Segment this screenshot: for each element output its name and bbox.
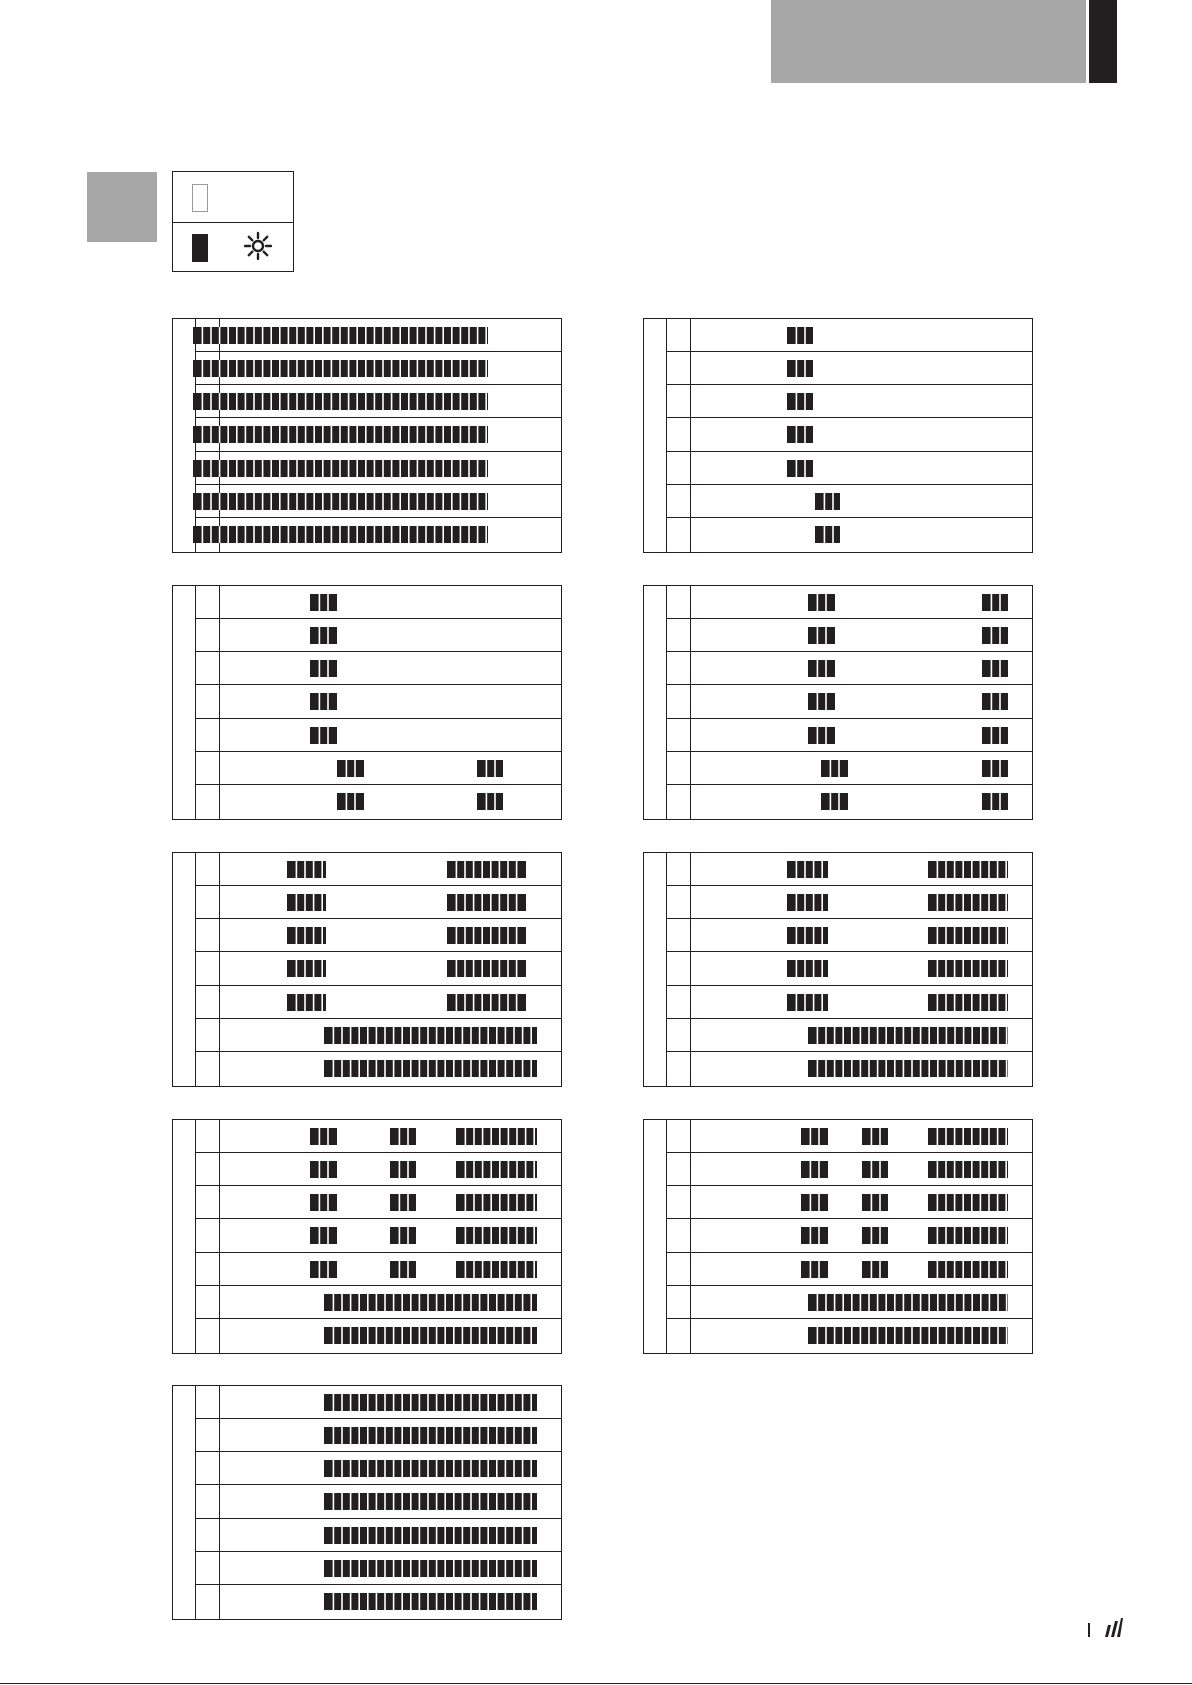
comfort-period-bar: [193, 327, 488, 344]
page-separator: [1088, 1623, 1090, 1637]
day-row: [196, 1452, 561, 1485]
comfort-period-bar: [808, 594, 835, 611]
comfort-period-bar: [324, 1460, 537, 1477]
moon-icon: [243, 180, 273, 212]
day-row: [667, 919, 1032, 952]
comfort-period-bar: [390, 1128, 416, 1145]
comfort-period-bar: [787, 927, 828, 944]
comfort-period-bar: [324, 1427, 537, 1444]
day-row: [196, 1585, 561, 1618]
day-row: [196, 919, 561, 952]
weekly-program-5: [172, 852, 562, 1087]
empty-swatch: [192, 184, 208, 212]
comfort-period-bar: [324, 1060, 537, 1077]
comfort-period-bar: [456, 1128, 537, 1145]
comfort-period-bar: [862, 1194, 888, 1211]
weekly-program-3: [172, 585, 562, 820]
program-label-column: [644, 853, 667, 1086]
comfort-period-bar: [808, 1027, 1008, 1044]
day-row: [667, 986, 1032, 1019]
comfort-period-bar: [310, 627, 337, 644]
day-row: [667, 1186, 1032, 1219]
day-row: [667, 1052, 1032, 1085]
program-label-column: [644, 319, 667, 552]
comfort-period-bar: [928, 1227, 1008, 1244]
comfort-period-bar: [862, 1227, 888, 1244]
comfort-period-bar: [447, 960, 526, 977]
program-label-column: [644, 586, 667, 819]
day-row: [196, 518, 561, 551]
day-row: [667, 752, 1032, 785]
weekly-program-9: [172, 1385, 562, 1620]
comfort-period-bar: [193, 393, 488, 410]
day-row: [196, 1286, 561, 1319]
comfort-period-bar: [310, 1194, 337, 1211]
comfort-period-bar: [821, 793, 848, 810]
comfort-period-bar: [928, 1128, 1008, 1145]
sun-icon: [243, 230, 273, 262]
comfort-period-bar: [287, 894, 326, 911]
comfort-period-bar: [324, 1294, 537, 1311]
comfort-period-bar: [928, 861, 1008, 878]
day-row: [196, 685, 561, 718]
comfort-period-bar: [928, 960, 1008, 977]
comfort-period-bar: [390, 1161, 416, 1178]
brand-logo-icon: [1103, 1617, 1123, 1639]
comfort-period-bar: [982, 660, 1008, 677]
comfort-period-bar: [324, 1527, 537, 1544]
comfort-period-bar: [324, 1493, 537, 1510]
weekly-program-2: [643, 318, 1033, 553]
day-row: [196, 1253, 561, 1286]
day-row: [667, 1019, 1032, 1052]
comfort-period-bar: [808, 660, 835, 677]
comfort-period-bar: [928, 1261, 1008, 1278]
comfort-period-bar: [310, 693, 337, 710]
comfort-period-bar: [808, 727, 835, 744]
comfort-period-bar: [456, 1194, 537, 1211]
comfort-period-bar: [815, 493, 840, 510]
comfort-period-bar: [787, 393, 813, 410]
day-row: [196, 1120, 561, 1153]
comfort-period-bar: [982, 760, 1008, 777]
day-row: [196, 418, 561, 451]
day-row: [667, 719, 1032, 752]
day-row: [196, 1153, 561, 1186]
legend-box: [172, 171, 294, 272]
comfort-period-bar: [390, 1194, 416, 1211]
day-row: [667, 518, 1032, 551]
day-row: [196, 1219, 561, 1252]
day-row: [196, 719, 561, 752]
day-row: [667, 886, 1032, 919]
comfort-period-bar: [337, 760, 364, 777]
day-row: [667, 1286, 1032, 1319]
day-row: [196, 785, 561, 818]
day-row: [196, 752, 561, 785]
day-row: [196, 586, 561, 619]
comfort-period-bar: [310, 1128, 337, 1145]
comfort-period-bar: [808, 1327, 1008, 1344]
comfort-period-bar: [821, 760, 848, 777]
comfort-period-bar: [310, 660, 337, 677]
comfort-period-bar: [324, 1027, 537, 1044]
comfort-period-bar: [287, 861, 326, 878]
day-row: [196, 1019, 561, 1052]
day-row: [667, 952, 1032, 985]
comfort-period-bar: [337, 793, 364, 810]
program-label-column: [173, 1386, 196, 1619]
day-row: [196, 1485, 561, 1518]
comfort-period-bar: [477, 793, 503, 810]
filled-swatch: [192, 234, 208, 262]
comfort-period-bar: [310, 1227, 337, 1244]
comfort-period-bar: [862, 1261, 888, 1278]
comfort-period-bar: [787, 327, 813, 344]
day-row: [196, 452, 561, 485]
day-row: [667, 385, 1032, 418]
comfort-period-bar: [928, 1161, 1008, 1178]
comfort-period-bar: [193, 360, 488, 377]
comfort-period-bar: [193, 460, 488, 477]
weekly-program-6: [643, 852, 1033, 1087]
comfort-period-bar: [287, 960, 326, 977]
day-row: [196, 1519, 561, 1552]
program-label-column: [173, 586, 196, 819]
comfort-period-bar: [310, 594, 337, 611]
comfort-period-bar: [928, 894, 1008, 911]
weekly-program-7: [172, 1119, 562, 1354]
comfort-period-bar: [787, 861, 828, 878]
program-label-column: [173, 1120, 196, 1353]
comfort-period-bar: [324, 1327, 537, 1344]
comfort-period-bar: [310, 1261, 337, 1278]
comfort-period-bar: [801, 1194, 828, 1211]
comfort-period-bar: [982, 727, 1008, 744]
day-row: [667, 853, 1032, 886]
comfort-period-bar: [815, 526, 840, 543]
comfort-period-bar: [193, 493, 488, 510]
day-row: [196, 352, 561, 385]
legend-row-off: [173, 172, 293, 223]
day-row: [196, 652, 561, 685]
day-row: [667, 685, 1032, 718]
weekly-program-1: [172, 318, 562, 553]
day-row: [667, 785, 1032, 818]
day-row: [667, 586, 1032, 619]
day-row: [196, 1552, 561, 1585]
footer-rule: [0, 1683, 1192, 1684]
side-gray-tab: [87, 172, 157, 242]
day-row: [196, 952, 561, 985]
comfort-period-bar: [447, 861, 526, 878]
header-black-tab: [1089, 0, 1117, 83]
comfort-period-bar: [928, 1194, 1008, 1211]
day-row: [196, 1052, 561, 1085]
comfort-period-bar: [456, 1261, 537, 1278]
day-row: [667, 619, 1032, 652]
comfort-period-bar: [287, 927, 326, 944]
comfort-period-bar: [324, 1593, 537, 1610]
comfort-period-bar: [928, 927, 1008, 944]
comfort-period-bar: [862, 1128, 888, 1145]
comfort-period-bar: [787, 360, 813, 377]
day-row: [196, 485, 561, 518]
comfort-period-bar: [787, 994, 828, 1011]
comfort-period-bar: [310, 1161, 337, 1178]
day-row: [667, 319, 1032, 352]
comfort-period-bar: [324, 1560, 537, 1577]
comfort-period-bar: [787, 426, 813, 443]
comfort-period-bar: [477, 760, 503, 777]
comfort-period-bar: [801, 1128, 828, 1145]
comfort-period-bar: [193, 526, 488, 543]
day-row: [196, 319, 561, 352]
comfort-period-bar: [982, 793, 1008, 810]
comfort-period-bar: [193, 426, 488, 443]
program-label-column: [173, 853, 196, 1086]
weekly-program-8: [643, 1119, 1033, 1354]
day-row: [196, 385, 561, 418]
comfort-period-bar: [808, 1060, 1008, 1077]
comfort-period-bar: [808, 1294, 1008, 1311]
comfort-period-bar: [982, 594, 1008, 611]
day-row: [667, 652, 1032, 685]
comfort-period-bar: [787, 460, 813, 477]
comfort-period-bar: [787, 960, 828, 977]
day-row: [196, 1319, 561, 1352]
comfort-period-bar: [447, 927, 526, 944]
day-row: [196, 886, 561, 919]
comfort-period-bar: [390, 1261, 416, 1278]
comfort-period-bar: [287, 994, 326, 1011]
comfort-period-bar: [808, 627, 835, 644]
day-row: [196, 1419, 561, 1452]
comfort-period-bar: [808, 693, 835, 710]
day-row: [667, 352, 1032, 385]
comfort-period-bar: [801, 1261, 828, 1278]
program-label-column: [644, 1120, 667, 1353]
day-row: [196, 619, 561, 652]
comfort-period-bar: [982, 693, 1008, 710]
comfort-period-bar: [982, 627, 1008, 644]
day-row: [667, 1253, 1032, 1286]
weekly-program-4: [643, 585, 1033, 820]
comfort-period-bar: [928, 994, 1008, 1011]
day-row: [667, 1319, 1032, 1352]
day-row: [667, 1120, 1032, 1153]
day-row: [667, 485, 1032, 518]
day-row: [196, 1186, 561, 1219]
comfort-period-bar: [447, 894, 526, 911]
comfort-period-bar: [324, 1394, 537, 1411]
day-row: [196, 853, 561, 886]
comfort-period-bar: [801, 1227, 828, 1244]
day-row: [667, 452, 1032, 485]
day-row: [667, 1219, 1032, 1252]
comfort-period-bar: [310, 727, 337, 744]
comfort-period-bar: [390, 1227, 416, 1244]
comfort-period-bar: [456, 1161, 537, 1178]
header-gray-tab: [771, 0, 1086, 83]
comfort-period-bar: [801, 1161, 828, 1178]
day-row: [667, 418, 1032, 451]
day-row: [667, 1153, 1032, 1186]
comfort-period-bar: [447, 994, 526, 1011]
comfort-period-bar: [787, 894, 828, 911]
legend-row-on: [173, 222, 293, 272]
comfort-period-bar: [862, 1161, 888, 1178]
day-row: [196, 986, 561, 1019]
comfort-period-bar: [456, 1227, 537, 1244]
day-row: [196, 1386, 561, 1419]
